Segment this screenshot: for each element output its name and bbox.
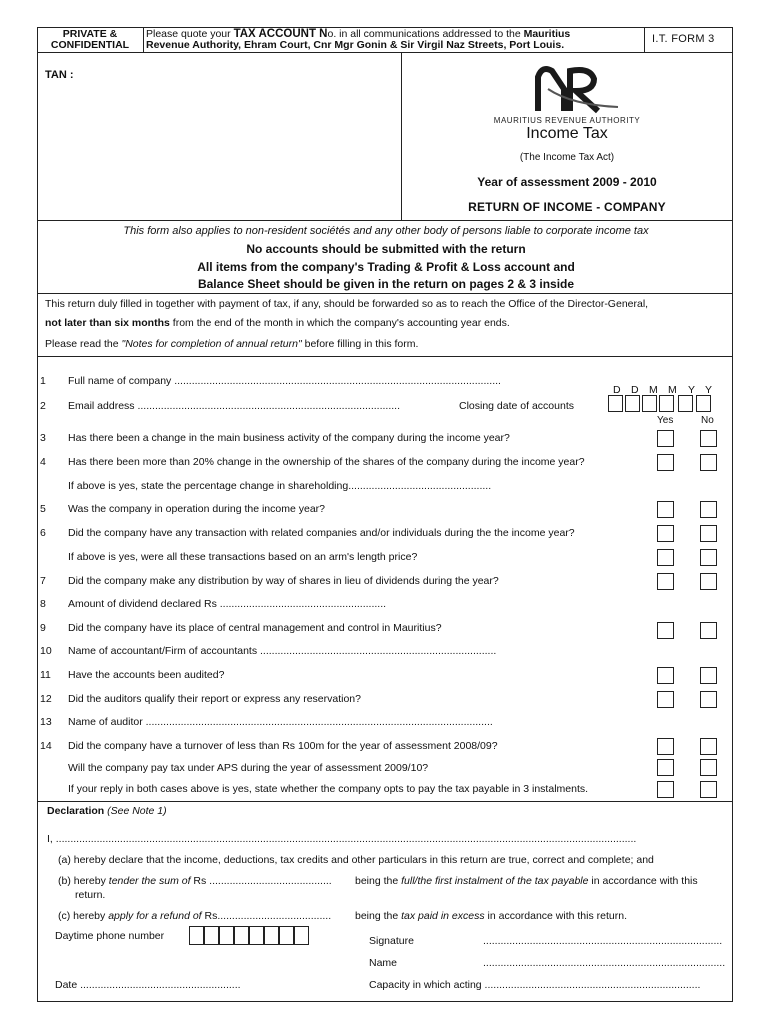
email-field[interactable]: Email address .......................................................................................... (68, 400, 400, 412)
q11-no-checkbox[interactable] (700, 667, 717, 684)
signature-label: Signature (369, 935, 414, 947)
q9-yes-checkbox[interactable] (657, 622, 674, 639)
question-number: 1 (40, 375, 46, 387)
phone-digit-box[interactable] (264, 926, 279, 945)
name-label: Name (369, 957, 398, 969)
question-text: Have the accounts been audited? (68, 669, 225, 681)
phone-digit-box[interactable] (204, 926, 219, 945)
divider (143, 28, 144, 52)
q6b-yes-checkbox[interactable] (657, 549, 674, 566)
q7-no-checkbox[interactable] (700, 573, 717, 590)
accountant-name-field[interactable]: Name of accountant/Firm of accountants ................................................................................. (68, 645, 497, 657)
closing-date-label: Closing date of accounts (459, 400, 574, 412)
question-text: If your reply in both cases above is yes, state whether the company opts to pay the tax payable in 3 instalments. (68, 783, 589, 795)
q6-yes-checkbox[interactable] (657, 525, 674, 542)
q4-yes-checkbox[interactable] (657, 454, 674, 471)
question-text: If above is yes, were all these transactions based on an arm's length price? (68, 551, 418, 563)
date-label: M (649, 384, 658, 396)
declaration-a: (a) hereby declare that the income, deductions, tax credits and other particulars in this return are true, correct and complete; and (58, 854, 654, 866)
dividend-amount-field[interactable]: Amount of dividend declared Rs ......................................................... (68, 598, 387, 610)
closing-date-box[interactable] (642, 395, 657, 412)
date-label: D (613, 384, 621, 396)
logo-caption: MAURITIUS REVENUE AUTHORITY (493, 116, 641, 125)
q4-no-checkbox[interactable] (700, 454, 717, 471)
divider (38, 52, 732, 53)
question-number: 5 (40, 503, 46, 515)
declaration-b-text: being the full/the first instalment of the tax payable in accordance with this (355, 875, 698, 887)
declaration-b: (b) hereby tender the sum of Rs .......................................... (58, 875, 332, 887)
no-header: No (701, 415, 714, 426)
date-label: D (631, 384, 639, 396)
q3-yes-checkbox[interactable] (657, 430, 674, 447)
act-subtitle: (The Income Tax Act) (519, 152, 615, 163)
private-confidential-label: PRIVATE & CONFIDENTIAL (50, 28, 130, 51)
q12-no-checkbox[interactable] (700, 691, 717, 708)
date-label: Y (688, 384, 696, 396)
form-id: I.T. FORM 3 (652, 33, 715, 45)
closing-date-box[interactable] (678, 395, 693, 412)
question-number: 14 (40, 740, 52, 752)
question-text: Will the company pay tax under APS during the year of assessment 2009/10? (68, 762, 429, 774)
phone-digit-box[interactable] (249, 926, 264, 945)
instalments-no-checkbox[interactable] (700, 781, 717, 798)
q5-yes-checkbox[interactable] (657, 501, 674, 518)
date-label: M (668, 384, 677, 396)
question-text: Did the company have a turnover of less than Rs 100m for the year of assessment 2008/09? (68, 740, 498, 752)
divider (38, 220, 732, 221)
notes-info: Please read the "Notes for completion of annual return" before filling in this form. (45, 338, 419, 350)
no-accounts-note: No accounts should be submitted with the return (246, 242, 526, 256)
auditor-name-field[interactable]: Name of auditor ....................................................................................................................... (68, 716, 493, 728)
date-label: Y (705, 384, 713, 396)
quote-instructions: Please quote your TAX ACCOUNT No. in all communications addressed to the Mauritius Revenue Authority, Ehram Court, Cnr Mgr Gonin & Sir Virgil Naz Streets, Port Louis. (146, 28, 571, 51)
company-name-field[interactable]: Full name of company ................................................................................................................ (68, 375, 501, 387)
question-number: 10 (40, 645, 52, 657)
phone-digit-box[interactable] (219, 926, 234, 945)
phone-digit-box[interactable] (189, 926, 204, 945)
question-text: Was the company in operation during the income year? (68, 503, 326, 515)
yes-header: Yes (657, 415, 674, 426)
q6-no-checkbox[interactable] (700, 525, 717, 542)
applicability-note: This form also applies to non-resident sociétés and any other body of persons liable to corporate income tax (123, 225, 649, 237)
question-number: 13 (40, 716, 52, 728)
submission-info: This return duly filled in together with payment of tax, if any, should be forwarded so as to reach the Office of the Director-General, (45, 298, 649, 310)
items-note-1: All items from the company's Trading & Profit & Loss account and (197, 260, 575, 274)
question-text: Did the company have any transaction with related companies and/or individuals during the the income year? (68, 527, 575, 539)
declarant-name-field[interactable]: I, ....................................................................................................................................................................................................... (47, 833, 637, 845)
capacity-field[interactable]: Capacity in which acting .......................................................................... (369, 979, 701, 991)
q9-no-checkbox[interactable] (700, 622, 717, 639)
question-number: 9 (40, 622, 46, 634)
question-number: 8 (40, 598, 46, 610)
mra-logo (482, 61, 652, 125)
q6b-no-checkbox[interactable] (700, 549, 717, 566)
q3-no-checkbox[interactable] (700, 430, 717, 447)
deadline-info: not later than six months from the end of the month in which the company's accounting year ends. (45, 317, 510, 329)
question-number: 7 (40, 575, 46, 587)
closing-date-box[interactable] (625, 395, 640, 412)
q14-no-checkbox[interactable] (700, 738, 717, 755)
page-title: Income Tax (526, 125, 608, 142)
phone-digit-box[interactable] (234, 926, 249, 945)
signature-field[interactable]: .................................................................................. (483, 935, 723, 947)
return-form (37, 27, 733, 1002)
instalments-yes-checkbox[interactable] (657, 781, 674, 798)
question-number: 11 (40, 669, 51, 681)
aps-yes-checkbox[interactable] (657, 759, 674, 776)
declaration-c-text: being the tax paid in excess in accordance with this return. (355, 910, 627, 922)
divider (644, 28, 645, 52)
q11-yes-checkbox[interactable] (657, 667, 674, 684)
assessment-year: Year of assessment 2009 - 2010 (477, 175, 657, 189)
phone-digit-box[interactable] (294, 926, 309, 945)
tan-label: TAN : (45, 69, 74, 81)
return-title: RETURN OF INCOME - COMPANY (468, 200, 666, 214)
date-field[interactable]: Date ....................................................... (55, 979, 241, 991)
q14-yes-checkbox[interactable] (657, 738, 674, 755)
closing-date-box[interactable] (659, 395, 674, 412)
divider (38, 356, 732, 357)
q7-yes-checkbox[interactable] (657, 573, 674, 590)
question-number: 12 (40, 693, 52, 705)
closing-date-box[interactable] (696, 395, 711, 412)
declaration-c: (c) hereby apply for a refund of Rs....................................... (58, 910, 332, 922)
phone-digit-box[interactable] (279, 926, 294, 945)
aps-no-checkbox[interactable] (700, 759, 717, 776)
divider (38, 801, 732, 802)
question-text: Did the auditors qualify their report or express any reservation? (68, 693, 361, 705)
question-number: 6 (40, 527, 46, 539)
question-number: 3 (40, 432, 46, 444)
divider (38, 293, 732, 294)
items-note-2: Balance Sheet should be given in the return on pages 2 & 3 inside (197, 277, 575, 291)
question-text: Has there been a change in the main business activity of the company during the income year? (68, 432, 510, 444)
name-field[interactable]: ................................................................................... (483, 957, 726, 969)
closing-date-box[interactable] (608, 395, 623, 412)
shareholding-change-field[interactable]: If above is yes, state the percentage change in shareholding................................................. (68, 480, 492, 492)
declaration-b-end: return. (75, 889, 106, 901)
question-text: Did the company make any distribution by way of shares in lieu of dividends during the year? (68, 575, 499, 587)
declaration-heading: Declaration (See Note 1) (47, 805, 167, 817)
q12-yes-checkbox[interactable] (657, 691, 674, 708)
question-number: 2 (40, 400, 46, 412)
question-text: Did the company have its place of central management and control in Mauritius? (68, 622, 442, 634)
question-number: 4 (40, 456, 46, 468)
question-text: Has there been more than 20% change in the ownership of the shares of the company during the income year? (68, 456, 585, 468)
phone-label: Daytime phone number (55, 930, 165, 942)
q5-no-checkbox[interactable] (700, 501, 717, 518)
